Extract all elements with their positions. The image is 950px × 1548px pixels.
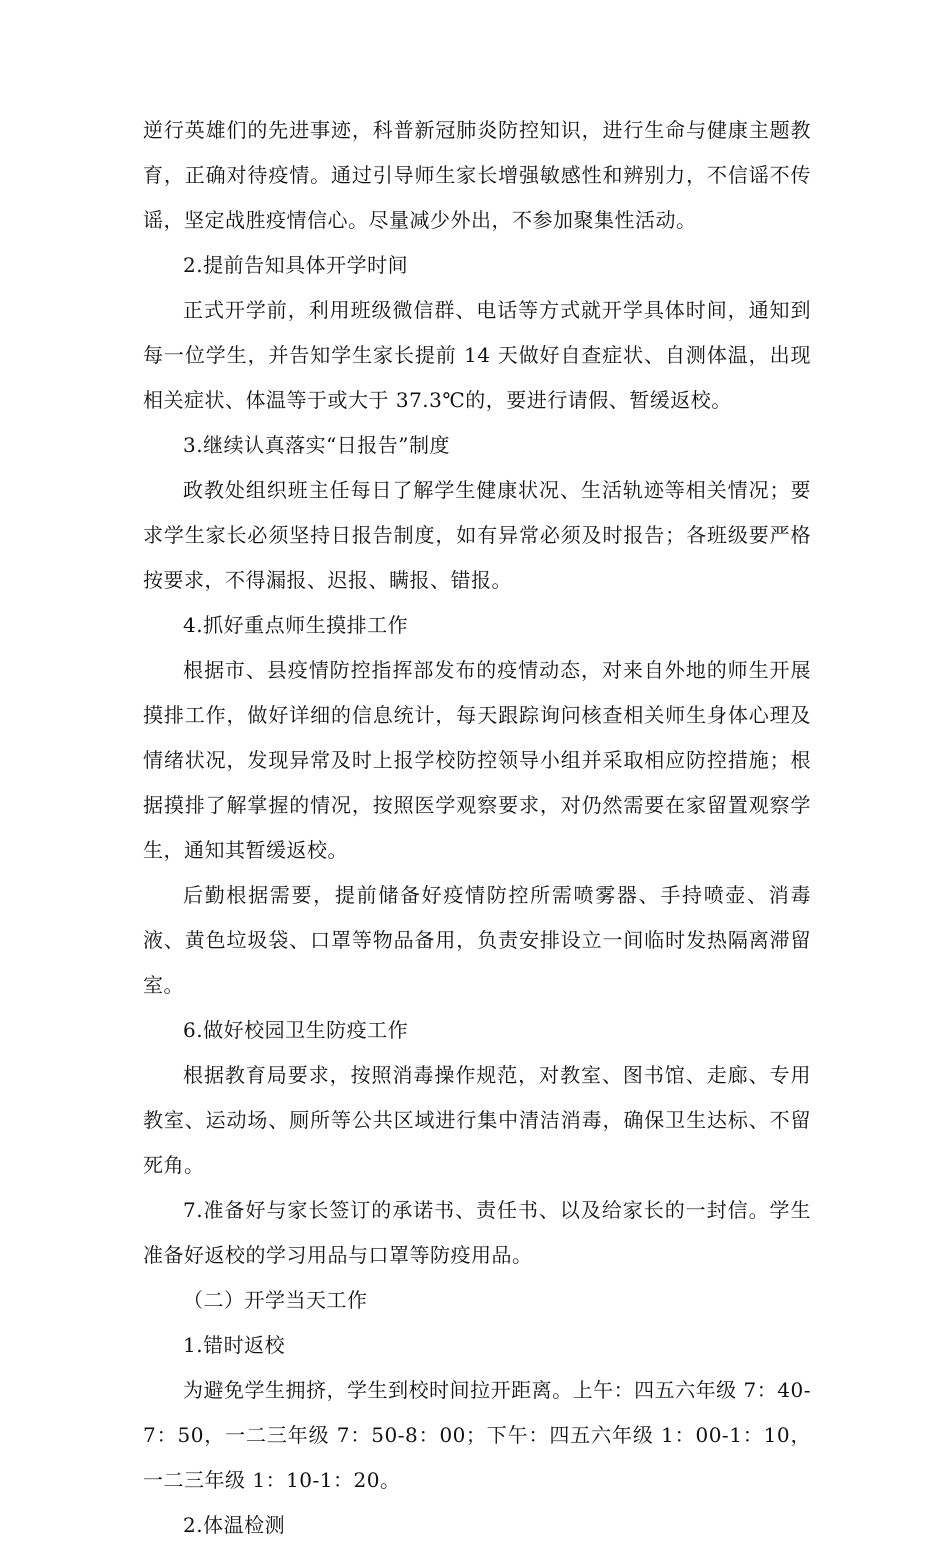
paragraph-notify-start-time: 正式开学前，利用班级微信群、电话等方式就开学具体时间，通知到每一位学生，并告知学生家长提前 14 天做好自查症状、自测体温，出现相关症状、体温等于或大于 37.3℃的，要进行请假、暂缓返校。 (143, 298, 811, 412)
section-heading-temperature-check: 2.体温检测 (183, 1513, 286, 1537)
section-heading-notify-start-time: 2.提前告知具体开学时间 (183, 253, 409, 277)
section-heading-campus-hygiene: 6.做好校园卫生防疫工作 (183, 1018, 409, 1042)
paragraph-logistics: 后勤根据需要，提前储备好疫情防控所需喷雾器、手持喷壶、消毒液、黄色垃圾袋、口罩等物品备用，负责安排设立一间临时发热隔离滞留室。 (143, 883, 811, 997)
paragraph-daily-report: 政教处组织班主任每日了解学生健康状况、生活轨迹等相关情况；要求学生家长必须坚持日报告制度，如有异常必须及时报告；各班级要严格按要求，不得漏报、迟报、瞒报、错报。 (143, 478, 811, 592)
section-heading-staggered-return: 1.错时返校 (183, 1333, 286, 1357)
document-body (143, 108, 811, 1548)
section-heading-opening-day: （二）开学当天工作 (183, 1288, 368, 1312)
paragraph-campus-hygiene: 根据教育局要求，按照消毒操作规范，对教室、图书馆、走廊、专用教室、运动场、厕所等公共区域进行集中清洁消毒，确保卫生达标、不留死角。 (143, 1063, 811, 1177)
paragraph-screening: 根据市、县疫情防控指挥部发布的疫情动态，对来自外地的师生开展摸排工作，做好详细的信息统计，每天跟踪询问核查相关师生身体心理及情绪状况，发现异常及时上报学校防控领导小组并采取相应防控措施；根据摸排了解掌握的情况，按照医学观察要求，对仍然需要在家留置观察学生，通知其暂缓返校。 (143, 658, 811, 862)
paragraph-pledge-documents: 7.准备好与家长签订的承诺书、责任书、以及给家长的一封信。学生准备好返校的学习用品与口罩等防疫用品。 (143, 1198, 811, 1267)
paragraph-continued: 逆行英雄们的先进事迹，科普新冠肺炎防控知识，进行生命与健康主题教育，正确对待疫情。通过引导师生家长增强敏感性和辨别力，不信谣不传谣，坚定战胜疫情信心。尽量减少外出，不参加聚集性活动。 (143, 118, 811, 232)
section-heading-screening: 4.抓好重点师生摸排工作 (183, 613, 409, 637)
section-heading-daily-report: 3.继续认真落实“日报告”制度 (183, 433, 451, 457)
paragraph-staggered-return: 为避免学生拥挤，学生到校时间拉开距离。上午：四五六年级 7：40-7：50，一二三年级 7：50-8：00；下午：四五六年级 1：00-1：10，一二三年级 1：10-1：20。 (143, 1378, 811, 1492)
